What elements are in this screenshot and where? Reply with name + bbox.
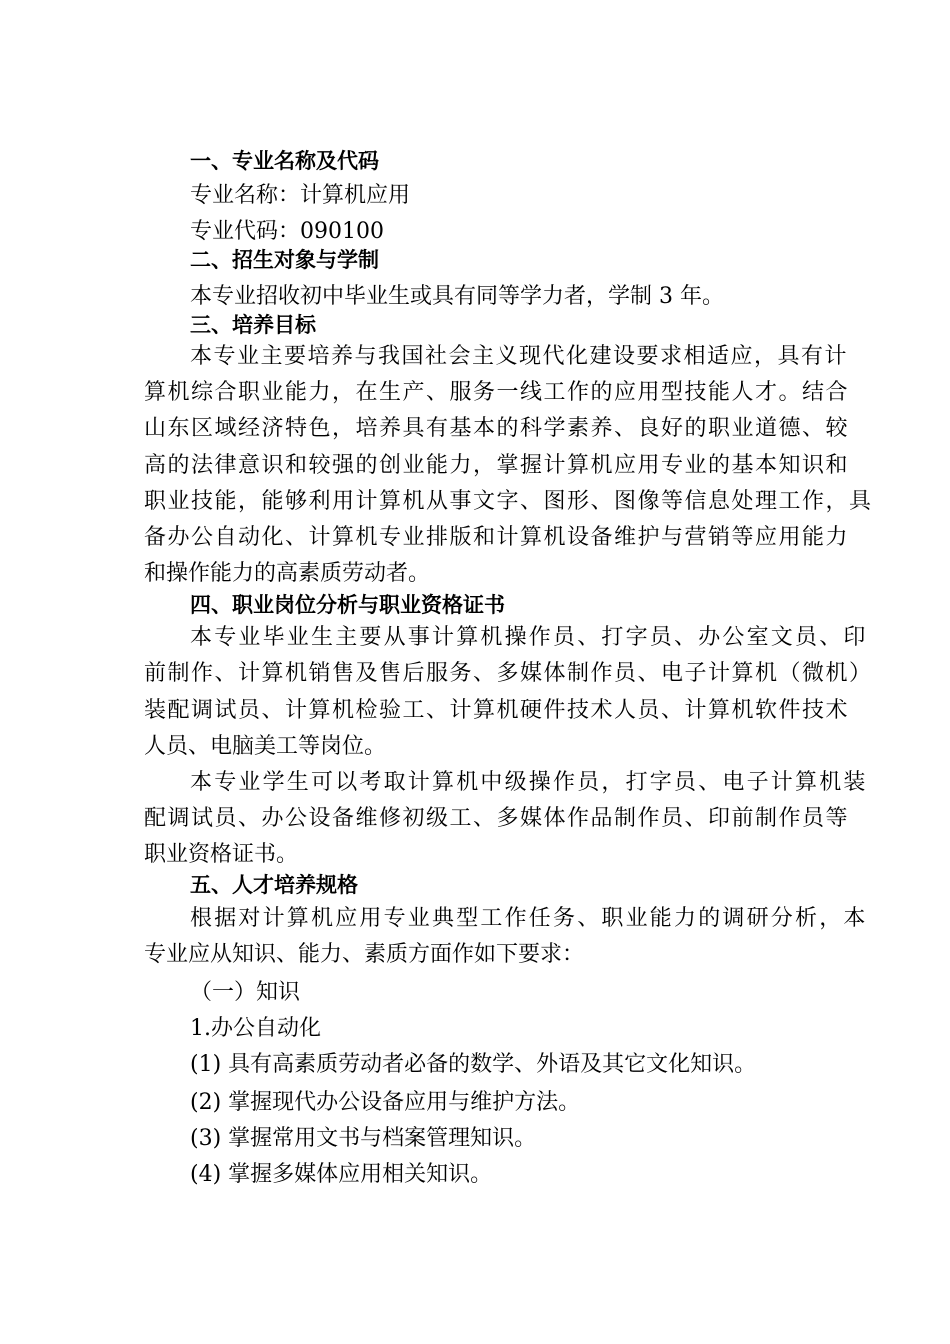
paragraph-line: 山东区域经济特色，培养具有基本的科学素养、良好的职业道德、较 <box>144 416 850 441</box>
paragraph-line: 本专业主要培养与我国社会主义现代化建设要求相适应，具有计 <box>190 344 849 369</box>
enrollment-line: 本专业招收初中毕业生或具有同等学力者，学制 3 年。 <box>190 284 724 309</box>
paragraph-line: 人员、电脑美工等岗位。 <box>144 734 387 759</box>
section-heading-2: 二、招生对象与学制 <box>190 248 379 272</box>
paragraph-line: 职业资格证书。 <box>144 842 299 867</box>
paragraph-line: 配调试员、办公设备维修初级工、多媒体作品制作员、印前制作员等 <box>144 806 850 831</box>
section-heading-3: 三、培养目标 <box>190 313 316 337</box>
paragraph-line: 高的法律意识和较强的创业能力，掌握计算机应用专业的基本知识和 <box>144 453 850 478</box>
paragraph-line: 本专业学生可以考取计算机中级操作员，打字员、电子计算机装 <box>190 770 868 795</box>
paragraph-line: 专业应从知识、能力、素质方面作如下要求： <box>144 942 585 967</box>
paragraph-line: 职业技能，能够利用计算机从事文字、图形、图像等信息处理工作，具 <box>144 489 873 514</box>
paragraph-line: 装配调试员、计算机检验工、计算机硬件技术人员、计算机软件技术 <box>144 698 850 723</box>
paragraph-line: 根据对计算机应用专业典型工作任务、职业能力的调研分析，本 <box>190 906 868 931</box>
section-heading-1: 一、专业名称及代码 <box>190 149 379 173</box>
major-code-line: 专业代码：090100 <box>190 219 384 244</box>
paragraph-line: 本专业毕业生主要从事计算机操作员、打字员、办公室文员、印 <box>190 625 868 650</box>
list-item: (2) 掌握现代办公设备应用与维护方法。 <box>190 1090 581 1115</box>
item-heading-office-automation: 1.办公自动化 <box>190 1016 321 1041</box>
paragraph-line: 前制作、计算机销售及售后服务、多媒体制作员、电子计算机（微机） <box>144 661 873 686</box>
list-item: (4) 掌握多媒体应用相关知识。 <box>190 1162 493 1187</box>
paragraph-line: 备办公自动化、计算机专业排版和计算机设备维护与营销等应用能力 <box>144 525 850 550</box>
major-name-line: 专业名称：计算机应用 <box>190 183 411 208</box>
sub-heading-knowledge: （一）知识 <box>190 980 301 1005</box>
section-heading-5: 五、人才培养规格 <box>190 873 358 897</box>
section-heading-4: 四、职业岗位分析与职业资格证书 <box>190 593 505 617</box>
paragraph-line: 算机综合职业能力，在生产、服务一线工作的应用型技能人才。结合 <box>144 380 850 405</box>
paragraph-line: 和操作能力的高素质劳动者。 <box>144 561 431 586</box>
list-item: (1) 具有高素质劳动者必备的数学、外语及其它文化知识。 <box>190 1052 757 1077</box>
list-item: (3) 掌握常用文书与档案管理知识。 <box>190 1126 537 1151</box>
